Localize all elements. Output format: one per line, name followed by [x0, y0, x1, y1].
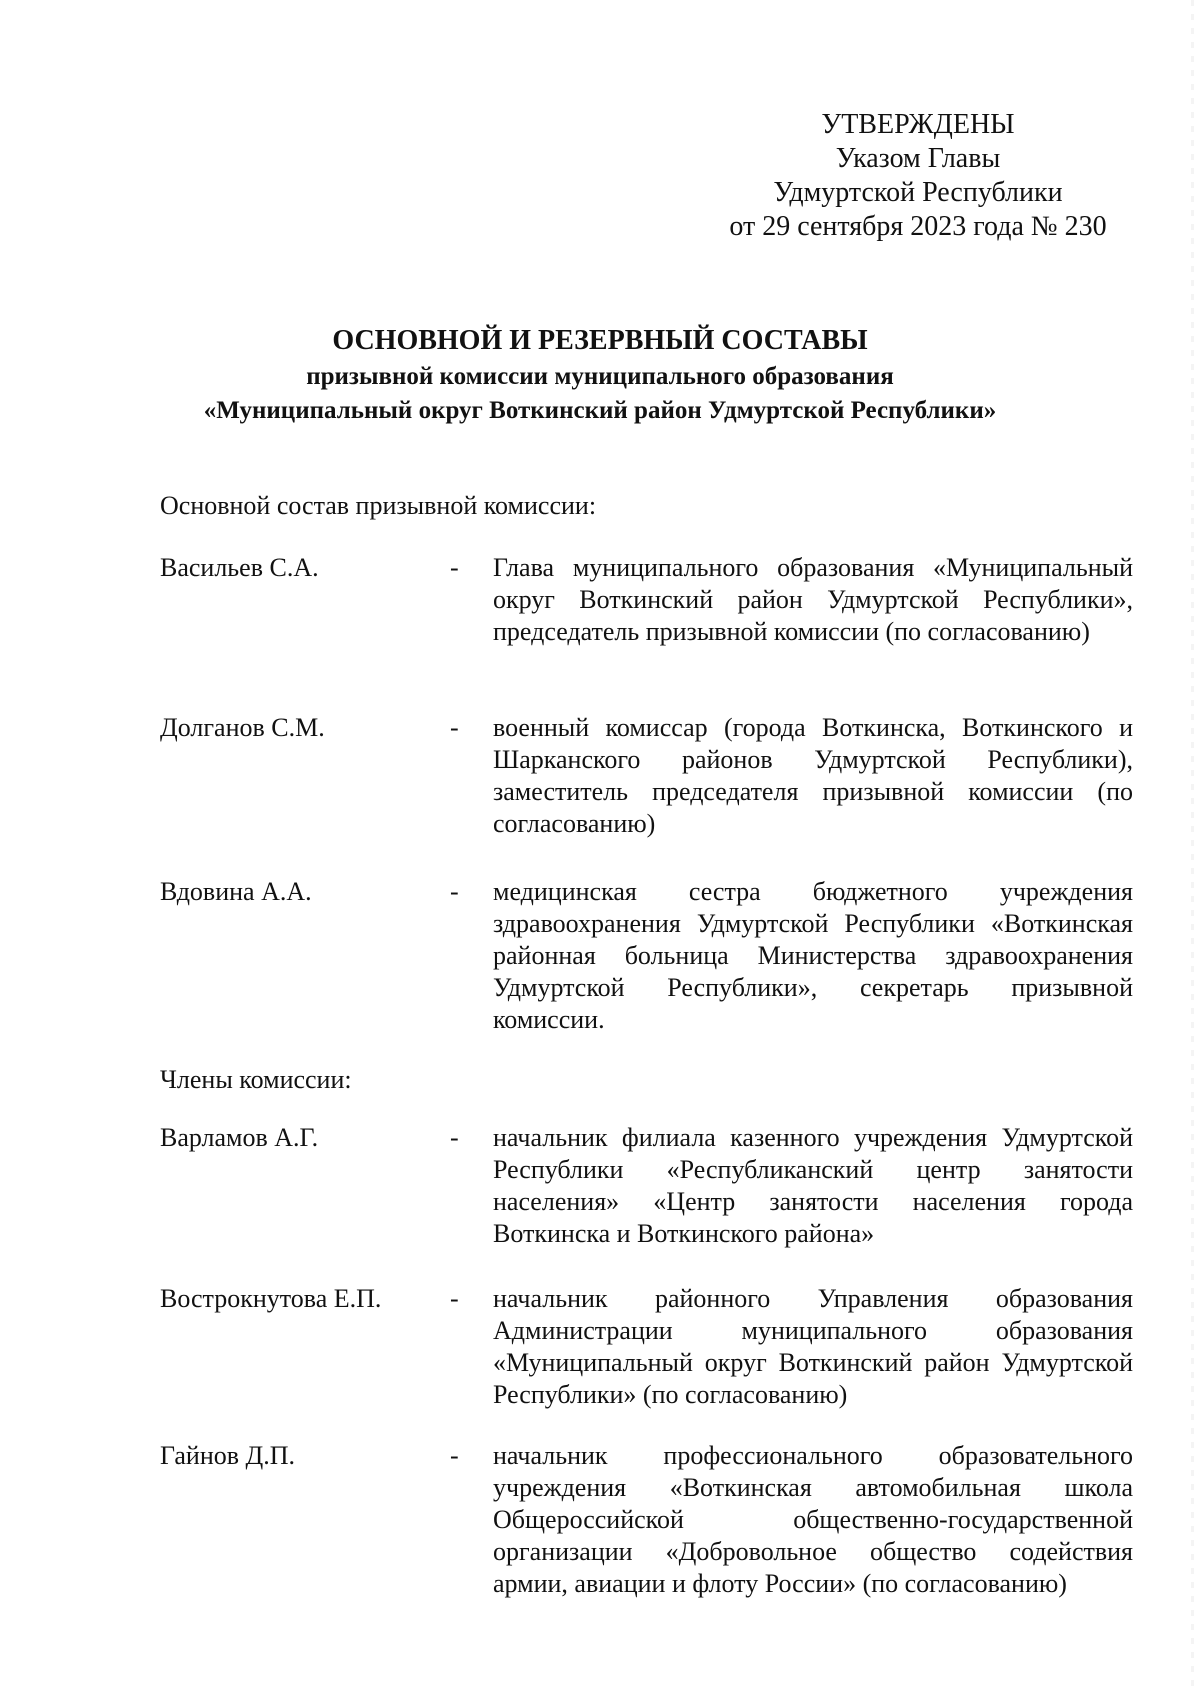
approval-line: Удмуртской Республики: [773, 177, 1063, 208]
member-entry: [160, 1283, 1134, 1423]
member-dash: -: [450, 877, 459, 906]
main-composition-label: Основной состав призывной комиссии:: [160, 491, 597, 520]
member-entry: [160, 552, 1134, 692]
member-entry: [160, 1440, 1134, 1598]
approval-line: Указом Главы: [835, 143, 1001, 174]
member-name: Вдовина А.А.: [160, 877, 312, 906]
approval-line: от 29 сентября 2023 года № 230: [729, 211, 1107, 242]
member-name: Гайнов Д.П.: [160, 1441, 296, 1470]
title-subtitle: призывной комиссии муниципального образования: [306, 363, 894, 390]
member-entry: [160, 876, 1134, 1034]
title-subtitle: «Муниципальный округ Воткинский район Удмуртской Республики»: [203, 397, 997, 424]
member-name: Вострокнутова Е.П.: [160, 1284, 382, 1313]
member-dash: -: [450, 1123, 459, 1152]
member-entry: [160, 1122, 1134, 1262]
scan-edge-artifact: [1191, 0, 1194, 1686]
member-role: военный комиссар (города Воткинска, Воткинского и Шарканского районов Удмуртской Республики), заместитель председателя призывной комиссии (по согласованию): [493, 713, 1133, 838]
member-dash: -: [450, 1284, 459, 1313]
member-name: Варламов А.Г.: [160, 1123, 319, 1152]
member-role: Глава муниципального образования «Муниципальный округ Воткинский район Удмуртской Республики», председатель призывной комиссии (по согласованию): [493, 553, 1133, 646]
member-role: начальник филиала казенного учреждения Удмуртской Республики «Республиканский центр занятости населения» «Центр занятости населения города Воткинска и Воткинского района»: [493, 1123, 1133, 1248]
member-dash: -: [450, 553, 459, 582]
approval-stamp: [728, 108, 1108, 244]
member-name: Васильев С.А.: [160, 553, 319, 582]
title-main: ОСНОВНОЙ И РЕЗЕРВНЫЙ СОСТАВЫ: [332, 325, 868, 356]
member-role: начальник районного Управления образования Администрации муниципального образования «Муниципальный округ Воткинский район Удмуртской Республики» (по согласованию): [493, 1284, 1133, 1409]
approval-line: УТВЕРЖДЕНЫ: [821, 109, 1015, 140]
member-name: Долганов С.М.: [160, 713, 325, 742]
member-role: начальник профессионального образовательного учреждения «Воткинская автомобильная школа Общероссийской общественно-государственной организации «Добровольное общество содействия армии, авиации и флоту России» (по согласованию): [493, 1441, 1133, 1598]
document-title: [120, 322, 1080, 428]
member-dash: -: [450, 713, 459, 742]
member-entry: [160, 712, 1134, 852]
member-role: медицинская сестра бюджетного учреждения здравоохранения Удмуртской Республики «Воткинская районная больница Министерства здравоохранения Удмуртской Республики», секретарь призывной комиссии.: [493, 877, 1133, 1034]
member-dash: -: [450, 1441, 459, 1470]
commission-members-label: Члены комиссии:: [160, 1065, 352, 1094]
